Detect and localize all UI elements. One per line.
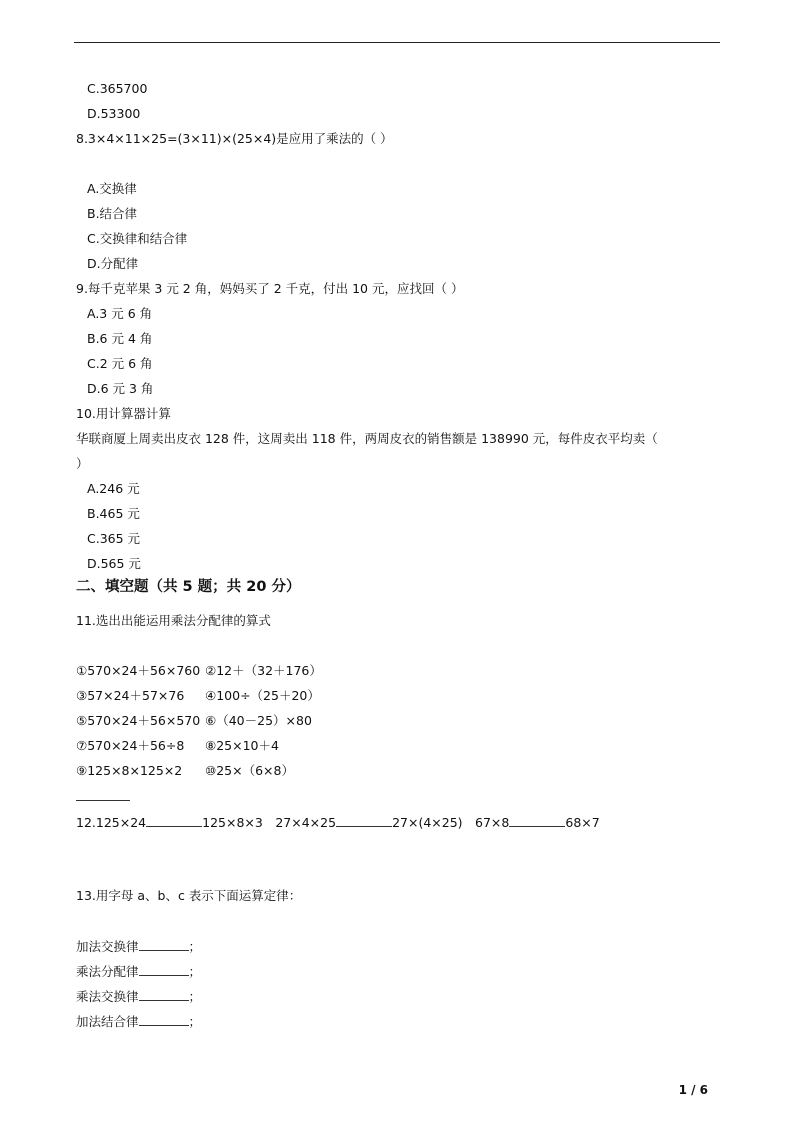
q10-option-a[interactable]: A.246 元 bbox=[87, 481, 140, 496]
q11-item-2[interactable]: ②12＋（32＋176） bbox=[205, 663, 322, 678]
q9-option-b[interactable]: B.6 元 4 角 bbox=[87, 331, 153, 346]
q13-law4-blank[interactable] bbox=[139, 1013, 189, 1026]
q12-line bbox=[76, 814, 600, 831]
q10-option-c[interactable]: C.365 元 bbox=[87, 531, 141, 546]
q11-item-6[interactable]: ⑥（40－25）×80 bbox=[205, 713, 312, 728]
q13-law-row-4 bbox=[76, 1013, 201, 1030]
q7-option-c[interactable]: C.365700 bbox=[87, 81, 148, 96]
q10-option-d[interactable]: D.565 元 bbox=[87, 556, 141, 571]
q12-blank-2[interactable] bbox=[336, 814, 392, 827]
q9-option-c[interactable]: C.2 元 6 角 bbox=[87, 356, 153, 371]
q8-option-b[interactable]: B.结合律 bbox=[87, 206, 138, 221]
q11-answer-blank[interactable] bbox=[76, 800, 130, 801]
q13-law-row-2 bbox=[76, 963, 201, 980]
q11-item-1[interactable]: ①570×24＋56×760 bbox=[76, 663, 201, 678]
q12-part4: 68×7 bbox=[565, 815, 600, 830]
q11-stem: 11.选出出能运用乘法分配律的算式 bbox=[76, 613, 271, 628]
q13-law2-label: 乘法分配律 bbox=[76, 964, 139, 979]
q13-law2-blank[interactable] bbox=[139, 963, 189, 976]
q10-body-line1: 华联商厦上周卖出皮衣 128 件，这周卖出 118 件，两周皮衣的销售额是 138990 元，每件皮衣平均卖（ bbox=[76, 431, 658, 446]
q13-law1-blank[interactable] bbox=[139, 938, 189, 951]
q9-stem: 9.每千克苹果 3 元 2 角，妈妈买了 2 千克，付出 10 元，应找回（ ） bbox=[76, 281, 464, 296]
q9-option-d[interactable]: D.6 元 3 角 bbox=[87, 381, 154, 396]
section-heading: 二、填空题（共 5 题；共 20 分） bbox=[76, 579, 301, 595]
q10-body-line2: ） bbox=[76, 456, 89, 471]
q11-item-10[interactable]: ⑩25×（6×8） bbox=[205, 763, 294, 778]
q11-item-9[interactable]: ⑨125×8×125×2 bbox=[76, 763, 183, 778]
q8-option-c[interactable]: C.交换律和结合律 bbox=[87, 231, 188, 246]
q8-stem: 8.3×4×11×25=(3×11)×(25×4)是应用了乘法的（ ） bbox=[76, 131, 393, 146]
q12-part3: 27×(4×25) 67×8 bbox=[392, 815, 510, 830]
q12-part2: 125×8×3 27×4×25 bbox=[202, 815, 337, 830]
q13-law1-end: ； bbox=[188, 939, 202, 954]
q9-option-a[interactable]: A.3 元 6 角 bbox=[87, 306, 153, 321]
q12-blank-1[interactable] bbox=[146, 814, 202, 827]
page-number: 1 / 6 bbox=[678, 1083, 708, 1097]
q8-option-d[interactable]: D.分配律 bbox=[87, 256, 139, 271]
q13-law3-end: ； bbox=[188, 989, 202, 1004]
q13-law4-label: 加法结合律 bbox=[76, 1014, 139, 1029]
q13-law-row-3 bbox=[76, 988, 201, 1005]
q13-stem: 13.用字母 a、b、c 表示下面运算定律： bbox=[76, 888, 302, 903]
q13-law2-end: ； bbox=[188, 964, 202, 979]
q12-blank-3[interactable] bbox=[509, 814, 565, 827]
q10-stem: 10.用计算器计算 bbox=[76, 406, 171, 421]
q13-law1-label: 加法交换律 bbox=[76, 939, 139, 954]
q13-law4-end: ； bbox=[188, 1014, 202, 1029]
q8-option-a[interactable]: A.交换律 bbox=[87, 181, 137, 196]
q12-part1: 12.125×24 bbox=[76, 815, 147, 830]
q11-item-4[interactable]: ④100÷（25＋20） bbox=[205, 688, 320, 703]
q11-item-7[interactable]: ⑦570×24＋56÷8 bbox=[76, 738, 185, 753]
q13-law3-label: 乘法交换律 bbox=[76, 989, 139, 1004]
q11-item-3[interactable]: ③57×24＋57×76 bbox=[76, 688, 185, 703]
q13-law-row-1 bbox=[76, 938, 201, 955]
header-rule bbox=[74, 42, 720, 43]
q11-item-8[interactable]: ⑧25×10＋4 bbox=[205, 738, 279, 753]
q11-item-5[interactable]: ⑤570×24＋56×570 bbox=[76, 713, 201, 728]
q10-option-b[interactable]: B.465 元 bbox=[87, 506, 140, 521]
q13-law3-blank[interactable] bbox=[139, 988, 189, 1001]
q7-option-d[interactable]: D.53300 bbox=[87, 106, 141, 121]
